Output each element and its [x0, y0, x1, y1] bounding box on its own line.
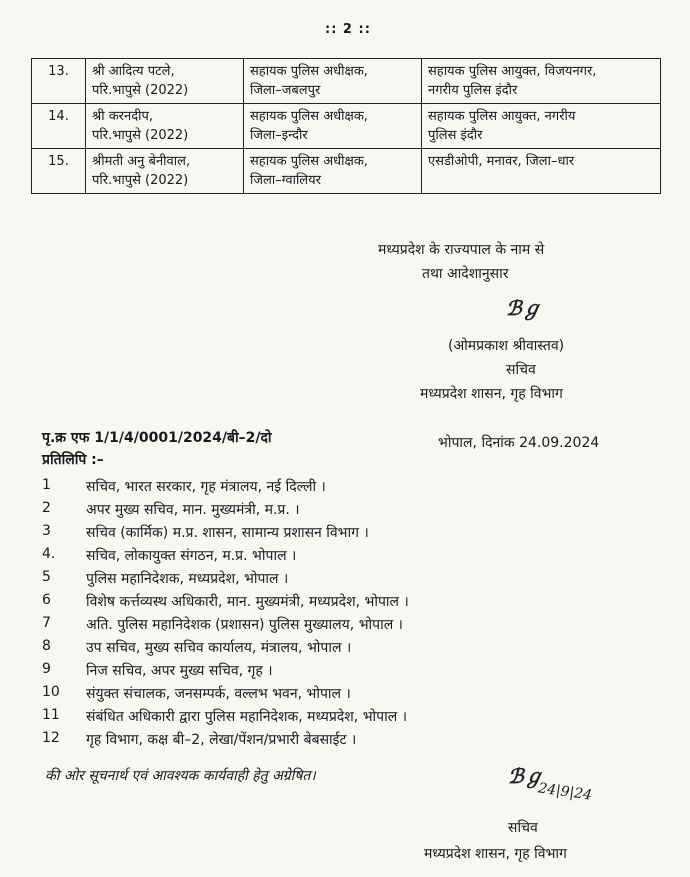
officer-name — [86, 104, 244, 149]
item-text: निज सचिव, अपर मुख्य सचिव, गृह । — [86, 663, 273, 679]
item-number: 3 — [42, 523, 51, 539]
signatory-name: (ओमप्रकाश श्रीवास्तव) — [448, 338, 565, 354]
table-row — [32, 149, 661, 194]
post-line2: जिला–ग्वालियर — [250, 173, 321, 188]
item-text: अपर मुख्य सचिव, मान. मुख्यमंत्री, म.प्र. । — [86, 502, 300, 518]
new-line2: नगरीय पुलिस इंदौर — [428, 83, 518, 98]
name-line2: परि.भापुसे (2022) — [92, 173, 189, 188]
signature-mark: ℬℊ — [506, 296, 542, 320]
page-number: :: 2 :: — [325, 22, 371, 37]
item-number: 9 — [42, 661, 51, 677]
new-post — [422, 149, 661, 194]
item-number: 8 — [42, 638, 51, 654]
name-line2: परि.भापुसे (2022) — [92, 83, 189, 98]
item-text: संयुक्त संचालक, जनसम्पर्क, वल्लभ भवन, भोपाल । — [86, 686, 351, 702]
name-line1: श्री करनदीप, — [92, 109, 154, 124]
table-row — [32, 59, 661, 104]
post-line2: जिला–इन्दौर — [250, 128, 308, 143]
item-text: विशेष कर्त्तव्यस्थ अधिकारी, मान. मुख्यमंत्री, मध्यप्रदेश, भोपाल । — [86, 594, 409, 610]
item-text: गृह विभाग, कक्ष बी–2, लेखा/पेंशन/प्रभारी बेबसाईट । — [86, 732, 357, 748]
table-row — [32, 104, 661, 149]
forward-note: की ओर सूचनार्थ एवं आवश्यक कार्यवाही हेतु अग्रेषित। — [45, 768, 316, 784]
serial-no: 15. — [32, 149, 86, 194]
serial-no: 14. — [32, 104, 86, 149]
item-number: 11 — [42, 707, 60, 723]
item-number: 6 — [42, 592, 51, 608]
signatory2-department: मध्यप्रदेश शासन, गृह विभाग — [424, 846, 567, 862]
item-text: सचिव (कार्मिक) म.प्र. शासन, सामान्य प्रशासन विभाग । — [86, 525, 369, 541]
new-line1: एसडीओपी, मनावर, जिला–धार — [428, 154, 575, 169]
post-line2: जिला–जबलपुर — [250, 83, 321, 98]
item-number: 1 — [42, 477, 51, 493]
item-text: सचिव, भारत सरकार, गृह मंत्रालय, नई दिल्ली । — [86, 479, 326, 495]
item-text: अति. पुलिस महानिदेशक (प्रशासन) पुलिस मुख्यालय, भोपाल । — [86, 617, 403, 633]
officer-name — [86, 149, 244, 194]
transfer-table — [31, 58, 661, 194]
officer-name — [86, 59, 244, 104]
new-line1: सहायक पुलिस आयुक्त, विजयनगर, — [428, 64, 597, 79]
name-line1: श्री आदित्य पटले, — [92, 64, 175, 79]
item-number: 12 — [42, 730, 60, 746]
signatory2-designation: सचिव — [508, 820, 538, 836]
new-post — [422, 59, 661, 104]
serial-no: 13. — [32, 59, 86, 104]
new-line2: पुलिस इंदौर — [428, 128, 483, 143]
current-post — [244, 59, 422, 104]
order-line2: तथा आदेशानुसार — [422, 266, 509, 282]
item-number: 7 — [42, 615, 51, 631]
item-text: पुलिस महानिदेशक, मध्यप्रदेश, भोपाल । — [86, 571, 289, 587]
signatory-designation: सचिव — [506, 362, 536, 378]
new-post — [422, 104, 661, 149]
post-line1: सहायक पुलिस अधीक्षक, — [250, 64, 368, 79]
item-number: 10 — [42, 684, 60, 700]
name-line1: श्रीमती अनु बेनीवाल, — [92, 154, 191, 169]
signature-date: 24|9|24 — [537, 780, 593, 804]
item-number: 5 — [42, 569, 51, 585]
new-line1: सहायक पुलिस आयुक्त, नगरीय — [428, 109, 576, 124]
current-post — [244, 104, 422, 149]
item-text: संबंधित अधिकारी द्वारा पुलिस महानिदेशक, मध्यप्रदेश, भोपाल । — [86, 709, 408, 725]
memo-reference: पृ.क्र एफ 1/1/4/0001/2024/बी–2/दो — [42, 430, 272, 446]
signatory-department: मध्यप्रदेश शासन, गृह विभाग — [420, 386, 563, 402]
item-number: 4. — [42, 546, 56, 562]
memo-place-date: भोपाल, दिनांक 24.09.2024 — [438, 435, 600, 451]
current-post — [244, 149, 422, 194]
post-line1: सहायक पुलिस अधीक्षक, — [250, 154, 368, 169]
item-text: उप सचिव, मुख्य सचिव कार्यालय, मंत्रालय, भोपाल । — [86, 640, 352, 656]
copy-label: प्रतिलिपि :– — [42, 452, 104, 468]
post-line1: सहायक पुलिस अधीक्षक, — [250, 109, 368, 124]
item-number: 2 — [42, 500, 51, 516]
order-line1: मध्यप्रदेश के राज्यपाल के नाम से — [378, 242, 545, 258]
name-line2: परि.भापुसे (2022) — [92, 128, 189, 143]
item-text: सचिव, लोकायुक्त संगठन, म.प्र. भोपाल । — [86, 548, 297, 564]
second-signature-mark: ℬℊ — [508, 764, 544, 788]
